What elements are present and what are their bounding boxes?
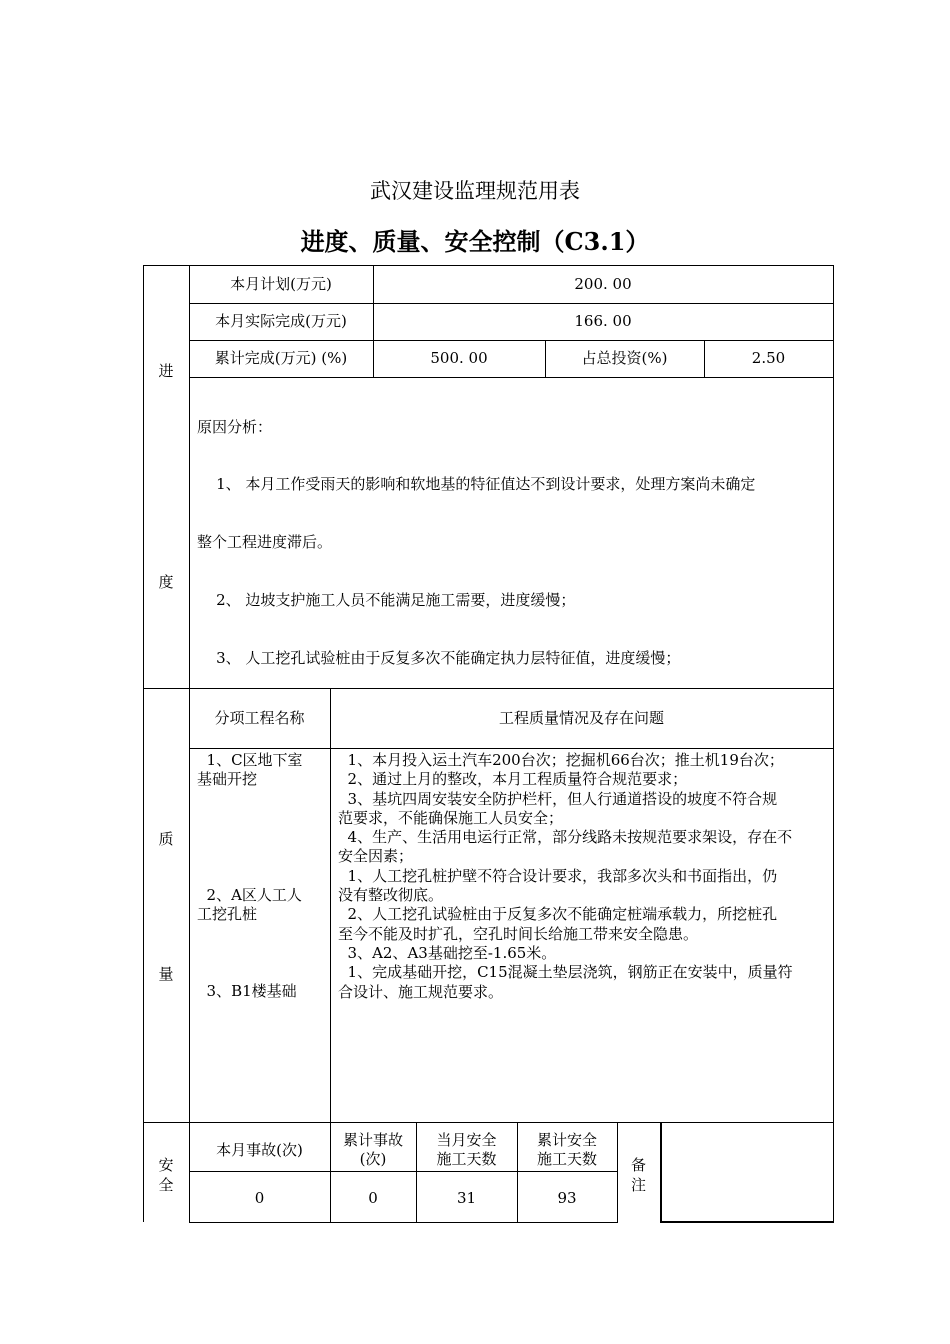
analysis-line: 原因分析： <box>197 417 273 436</box>
share-value: 2.50 <box>751 349 786 367</box>
quality-desc <box>338 751 793 1002</box>
progress-section-label-top: 进 <box>158 362 174 380</box>
total-accidents-label-2: (次) <box>359 1150 387 1168</box>
safety-section-label-1: 安 <box>158 1156 174 1174</box>
quality-desc-line: 合设计、施工规范要求。 <box>338 982 504 1001</box>
remarks-label-2: 注 <box>630 1176 646 1194</box>
plan-label: 本月计划(万元) <box>230 275 332 293</box>
analysis-line: 整个工程进度滞后。 <box>197 533 333 552</box>
month-days-label-1: 当月安全 <box>436 1131 497 1149</box>
col-desc-header: 工程质量情况及存在问题 <box>498 709 664 727</box>
quality-desc-line: 3、A2、A3基础挖至-1.65米。 <box>338 943 557 962</box>
actual-label: 本月实际完成(万元) <box>215 312 347 330</box>
quality-item-3: 3、B1楼基础 <box>197 982 297 1000</box>
form-subtitle: 武汉建设监理规范用表 <box>370 179 580 203</box>
quality-item-1: 1、C区地下室 基础开挖 <box>197 751 303 789</box>
plan-value: 200. 00 <box>574 275 632 293</box>
remarks-box[interactable] <box>662 1124 832 1221</box>
month-days-value: 31 <box>456 1189 477 1207</box>
total-days-label-2: 施工天数 <box>536 1150 597 1168</box>
quality-desc-line: 没有整改彻底。 <box>338 886 444 905</box>
quality-desc-line: 2、通过上月的整改，本月工程质量符合规范要求； <box>338 770 688 789</box>
cumulative-value: 500. 00 <box>430 349 488 367</box>
progress-section-label-bottom: 度 <box>158 573 174 591</box>
total-accidents-value: 0 <box>368 1189 378 1207</box>
quality-section-label-top: 质 <box>158 830 174 848</box>
quality-desc-line: 1、本月投入运土汽车200台次；挖掘机66台次；推土机19台次； <box>338 751 784 769</box>
quality-desc-line: 安全因素； <box>338 847 414 866</box>
month-days-label-2: 施工天数 <box>436 1150 497 1168</box>
quality-desc-line: 至今不能及时扩孔，空孔时间长给施工带来安全隐患。 <box>338 924 699 943</box>
quality-section-label-bottom: 量 <box>158 965 174 983</box>
total-accidents-label-1: 累计事故 <box>342 1131 403 1149</box>
month-accidents-value: 0 <box>254 1189 265 1207</box>
total-days-value: 93 <box>557 1189 577 1207</box>
quality-desc-line: 1、人工挖孔桩护壁不符合设计要求，我部多次头和书面指出，仍 <box>338 866 778 885</box>
quality-item-2: 2、A区人工人 工挖孔桩 <box>197 886 302 924</box>
quality-desc-line: 范要求，不能确保施工人员安全； <box>338 808 564 827</box>
month-accidents-label: 本月事故(次) <box>216 1141 303 1159</box>
remarks-label-1: 备 <box>630 1156 646 1174</box>
analysis-line: 1、 本月工作受雨天的影响和软地基的特征值达不到设计要求，处理方案尚未确定 <box>197 475 756 494</box>
cumulative-label: 累计完成(万元) (%) <box>214 349 348 367</box>
quality-desc-line: 3、基坑四周安装安全防护栏杆，但人行通道搭设的坡度不符合规 <box>338 789 778 808</box>
quality-desc-line: 2、人工挖孔试验桩由于反复多次不能确定桩端承载力，所挖桩孔 <box>338 905 778 924</box>
col-name-header: 分项工程名称 <box>214 709 305 727</box>
total-days-label-1: 累计安全 <box>536 1131 597 1149</box>
quality-desc-line: 4、生产、生活用电运行正常，部分线路未按规范要求架设，存在不 <box>338 828 793 847</box>
analysis-text <box>197 379 755 688</box>
quality-desc-line: 1、完成基础开挖，C15混凝土垫层浇筑，钢筋正在安装中，质量符 <box>338 963 793 982</box>
analysis-line: 3、 人工挖孔试验桩由于反复多次不能确定执力层特征值，进度缓慢； <box>197 649 681 668</box>
analysis-line: 2、 边坡支护施工人员不能满足施工需要，进度缓慢； <box>197 591 576 610</box>
safety-section-label-2: 全 <box>158 1176 174 1194</box>
actual-value: 166. 00 <box>574 312 632 330</box>
share-label: 占总投资(%) <box>581 349 668 367</box>
form-title: 进度、质量、安全控制（C3.1） <box>300 227 650 256</box>
